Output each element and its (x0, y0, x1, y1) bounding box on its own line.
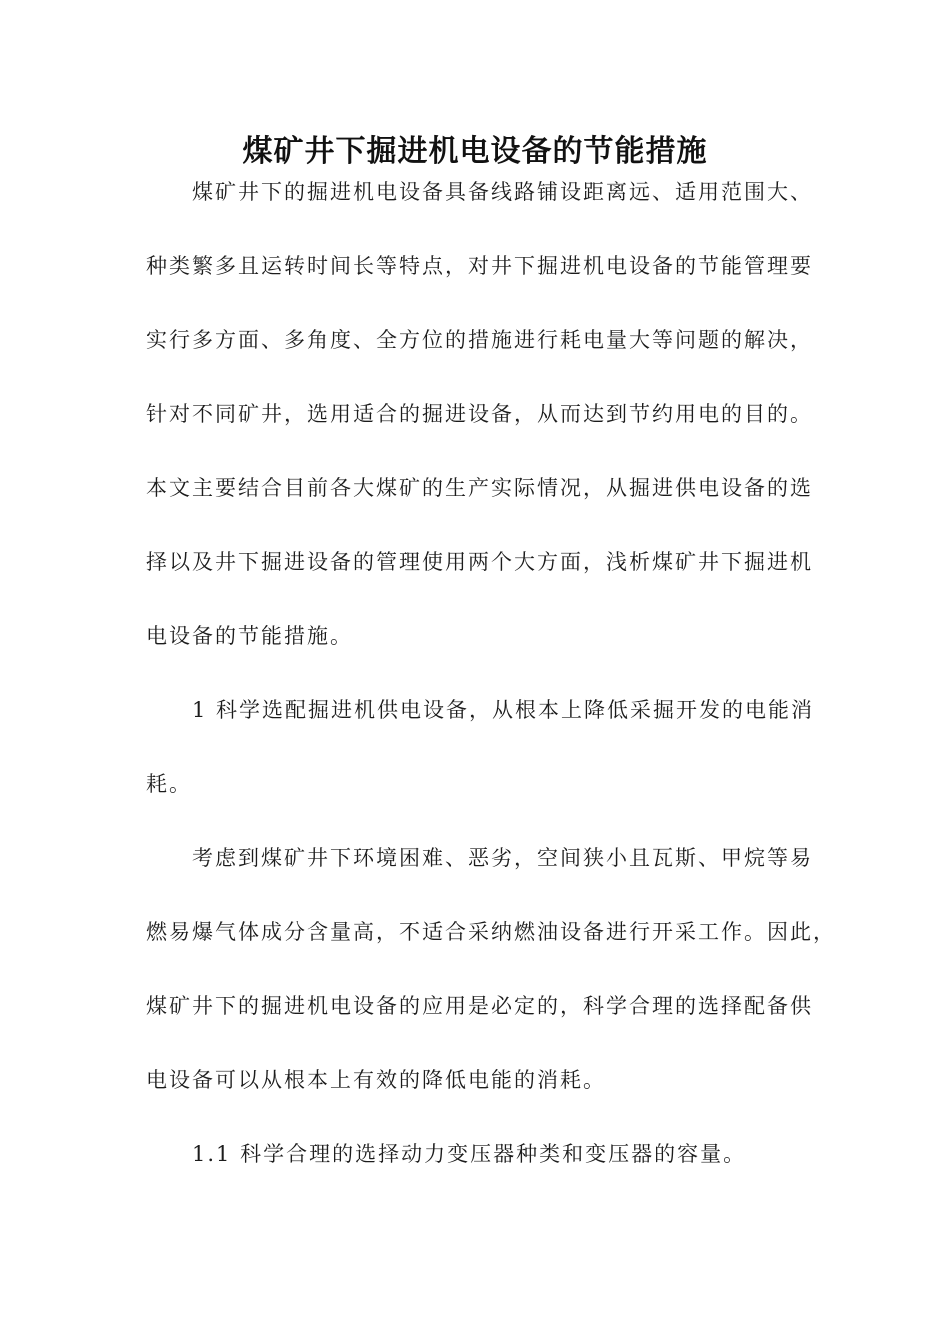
section-1-1-heading: 1.1 科学合理的选择动力变压器种类和变压器的容量。 (192, 1142, 747, 1166)
paragraph-2-line-4: 电设备可以从根本上有效的降低电能的消耗。 (146, 1068, 606, 1092)
paragraph-2-line-2: 燃易爆气体成分含量高，不适合采纳燃油设备进行开采工作。因此， (146, 920, 836, 944)
paragraph-1-line-4: 针对不同矿井，选用适合的掘进设备，从而达到节约用电的目的。 (146, 402, 813, 426)
paragraph-1-line-1: 煤矿井下的掘进机电设备具备线路铺设距离远、适用范围大、 (192, 180, 813, 204)
paragraph-1-line-3: 实行多方面、多角度、全方位的措施进行耗电量大等问题的解决， (146, 328, 813, 352)
section-1-heading-line-2: 耗。 (146, 772, 192, 796)
paragraph-1-line-2: 种类繁多且运转时间长等特点，对井下掘进机电设备的节能管理要 (146, 254, 813, 278)
paragraph-2-line-3: 煤矿井下的掘进机电设备的应用是必定的，科学合理的选择配备供 (146, 994, 813, 1018)
paragraph-1-line-6: 择以及井下掘进设备的管理使用两个大方面，浅析煤矿井下掘进机 (146, 550, 813, 574)
document-title: 煤矿井下掘进机电设备的节能措施 (242, 134, 708, 169)
paragraph-2-line-1: 考虑到煤矿井下环境困难、恶劣，空间狭小且瓦斯、甲烷等易 (192, 846, 813, 870)
section-1-heading-line-1: 1 科学选配掘进机供电设备，从根本上降低采掘开发的电能消 (192, 698, 815, 722)
paragraph-1-line-5: 本文主要结合目前各大煤矿的生产实际情况，从掘进供电设备的选 (146, 476, 813, 500)
paragraph-1-line-7: 电设备的节能措施。 (146, 624, 353, 648)
